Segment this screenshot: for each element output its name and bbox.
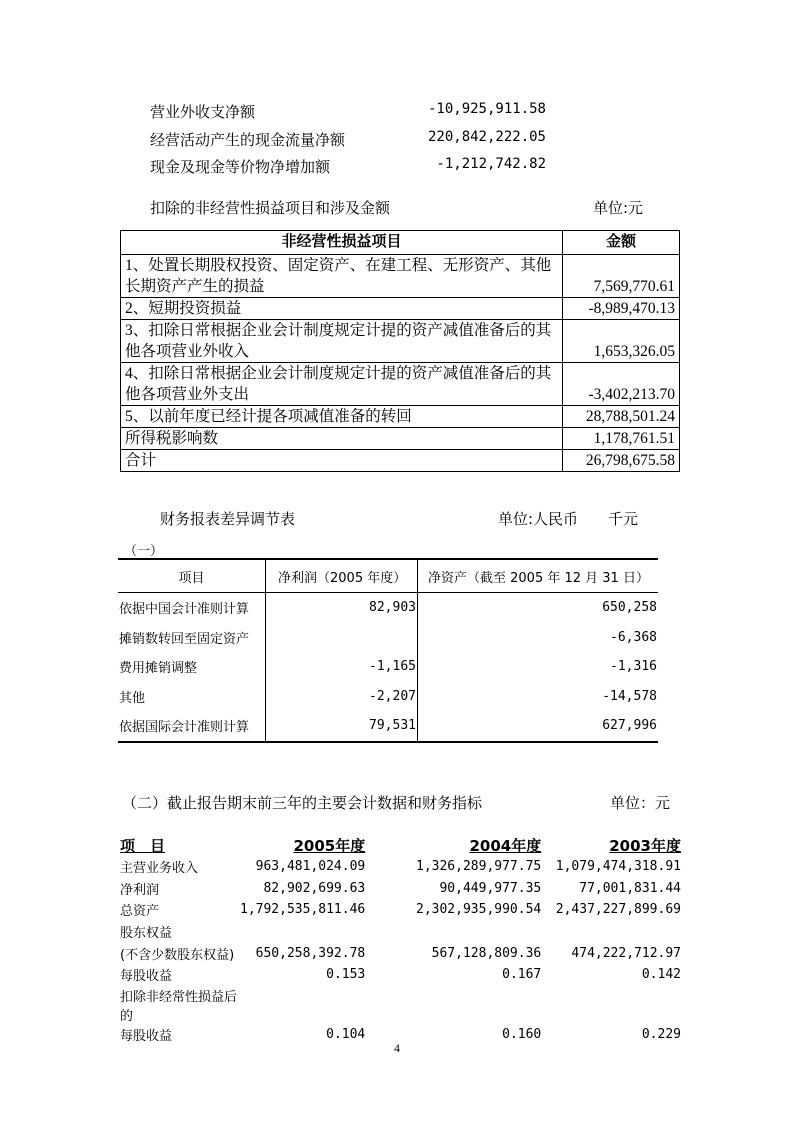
item-cell: 总资产 <box>120 904 160 920</box>
table-row <box>120 986 681 1024</box>
assets-cell: -1,316 <box>418 652 659 682</box>
table-row <box>120 942 681 964</box>
three-year-title: （二）截止报告期末前三年的主要会计数据和财务指标 <box>122 794 483 812</box>
amount-cell: 1,178,761.51 <box>563 428 680 450</box>
table-row <box>121 298 680 320</box>
value-2003: 0.229 <box>641 1026 681 1042</box>
column-header-2003: 2003年度 <box>609 836 681 855</box>
item-cell: 摊销数转回至固定资产 <box>119 631 250 647</box>
non-recurring-unit: 单位:元 <box>593 199 644 217</box>
profit-cell: -1,165 <box>266 652 418 682</box>
column-header-profit: 净利润（2005 年度） <box>266 559 418 593</box>
assets-cell: 650,258 <box>418 593 659 623</box>
reconciliation-unit2: 千元 <box>608 510 639 528</box>
amount-cell: -8,989,470.13 <box>563 298 680 320</box>
table-row <box>118 711 658 742</box>
value-2004: 2,302,935,990.54 <box>416 902 542 918</box>
summary-label: 营业外收支净额 <box>150 103 256 121</box>
value-2004: 90,449,977.35 <box>439 880 542 896</box>
table-row <box>118 593 658 623</box>
table-row <box>121 428 680 450</box>
table-row <box>121 406 680 428</box>
column-header-assets: 净资产（截至 2005 年 12 月 31 日） <box>418 559 659 593</box>
amount-cell: 28,788,501.24 <box>563 406 680 428</box>
item-cell: 1、处置长期股权投资、固定资产、在建工程、无形资产、其他长期资产产生的损益 <box>121 255 563 298</box>
item-cell: 每股收益 <box>120 1028 173 1044</box>
item-cell: 3、扣除日常根据企业会计制度规定计提的资产减值准备后的其他各项营业外收入 <box>121 320 563 363</box>
value-2005: 1,792,535,811.46 <box>240 902 366 918</box>
value-2004: 567,128,809.36 <box>431 945 542 961</box>
value-2005: 82,902,699.63 <box>263 880 366 896</box>
summary-label: 经营活动产生的现金流量净额 <box>150 131 346 149</box>
column-header-item: 非经营性损益项目 <box>121 231 563 255</box>
item-cell: 5、以前年度已经计提各项减值准备的转回 <box>121 406 563 428</box>
table-header-row <box>120 834 681 856</box>
summary-row <box>150 129 546 151</box>
column-header-2005: 2005年度 <box>293 836 366 855</box>
value-2005: 0.153 <box>326 967 366 983</box>
value-2004: 0.160 <box>502 1026 542 1042</box>
reconciliation-title: 财务报表差异调节表 <box>160 510 296 528</box>
item-cell: 所得税影响数 <box>121 428 563 450</box>
item-cell: 净利润 <box>120 882 160 898</box>
profit-cell: -2,207 <box>266 682 418 712</box>
item-cell: 2、短期投资损益 <box>121 298 563 320</box>
item-cell: 扣除非经常性损益后的 <box>120 989 238 1024</box>
amount-cell: -3,402,213.70 <box>563 363 680 406</box>
table-row <box>118 623 658 653</box>
table-row <box>120 1024 681 1046</box>
value-2003 <box>541 986 681 1024</box>
assets-cell: -14,578 <box>418 682 659 712</box>
assets-cell: 627,996 <box>418 711 659 742</box>
value-2004 <box>365 921 541 943</box>
item-cell: 4、扣除日常根据企业会计制度规定计提的资产减值准备后的其他各项营业外支出 <box>121 363 563 406</box>
non-recurring-title: 扣除的非经营性损益项目和涉及金额 <box>150 199 391 217</box>
reconciliation-unit: 单位:人民币 <box>498 510 579 528</box>
table-row <box>120 921 681 943</box>
table-header-row <box>118 559 658 593</box>
item-cell: 其他 <box>119 690 146 706</box>
three-year-unit: 单位：元 <box>610 794 671 812</box>
table-row-total <box>121 450 680 472</box>
value-2003: 1,079,474,318.91 <box>555 859 681 875</box>
non-recurring-table <box>120 230 680 472</box>
table-row <box>118 652 658 682</box>
table-row <box>121 320 680 363</box>
column-header-2004: 2004年度 <box>469 836 542 855</box>
value-2004 <box>365 986 541 1024</box>
reconciliation-subtitle: （一） <box>124 544 164 559</box>
column-header-item: 项 目 <box>120 836 166 855</box>
three-year-table <box>120 834 681 1045</box>
column-header-item: 项目 <box>118 559 266 593</box>
profit-cell: 82,903 <box>266 593 418 623</box>
table-row <box>120 899 681 921</box>
summary-label: 现金及现金等价物净增加额 <box>150 158 331 176</box>
value-2003: 474,222,712.97 <box>571 945 681 961</box>
item-cell: 费用摊销调整 <box>119 661 198 677</box>
table-row <box>120 878 681 900</box>
value-2005: 0.104 <box>326 1026 366 1042</box>
value-2003: 2,437,227,899.69 <box>555 902 681 918</box>
item-cell: 依据中国会计准则计算 <box>119 602 250 618</box>
value-2004: 1,326,289,977.75 <box>416 859 542 875</box>
reconciliation-table <box>118 558 658 743</box>
summary-value: -10,925,911.58 <box>427 101 546 117</box>
amount-cell: 7,569,770.61 <box>563 255 680 298</box>
value-2003: 77,001,831.44 <box>579 880 681 896</box>
item-cell: 依据国际会计准则计算 <box>119 720 250 736</box>
table-row <box>118 682 658 712</box>
amount-cell: 26,798,675.58 <box>563 450 680 472</box>
item-cell: 股东权益 <box>120 926 173 942</box>
page-number: 4 <box>394 1041 400 1055</box>
profit-cell: 79,531 <box>266 711 418 742</box>
value-2003: 0.142 <box>641 967 681 983</box>
table-header-row <box>121 231 680 255</box>
table-row <box>121 255 680 298</box>
column-header-amount: 金额 <box>563 231 680 255</box>
value-2004: 0.167 <box>502 967 542 983</box>
table-row <box>121 363 680 406</box>
summary-row <box>150 101 546 123</box>
value-2003 <box>541 921 681 943</box>
amount-cell: 1,653,326.05 <box>563 320 680 363</box>
value-2005: 650,258,392.78 <box>255 945 366 961</box>
assets-cell: -6,368 <box>418 623 659 653</box>
summary-row <box>150 156 546 178</box>
summary-value: -1,212,742.82 <box>436 156 546 172</box>
item-cell: 每股收益 <box>120 969 173 985</box>
table-row <box>120 964 681 986</box>
value-2005: 963,481,024.09 <box>255 859 366 875</box>
item-cell: 主营业务收入 <box>120 861 199 877</box>
item-cell: 合计 <box>121 450 563 472</box>
item-cell: (不含少数股东权益) <box>120 947 235 963</box>
value-2005 <box>240 921 365 943</box>
profit-cell <box>266 623 418 653</box>
summary-value: 220,842,222.05 <box>427 129 546 145</box>
value-2005 <box>240 986 365 1024</box>
table-row <box>120 856 681 878</box>
